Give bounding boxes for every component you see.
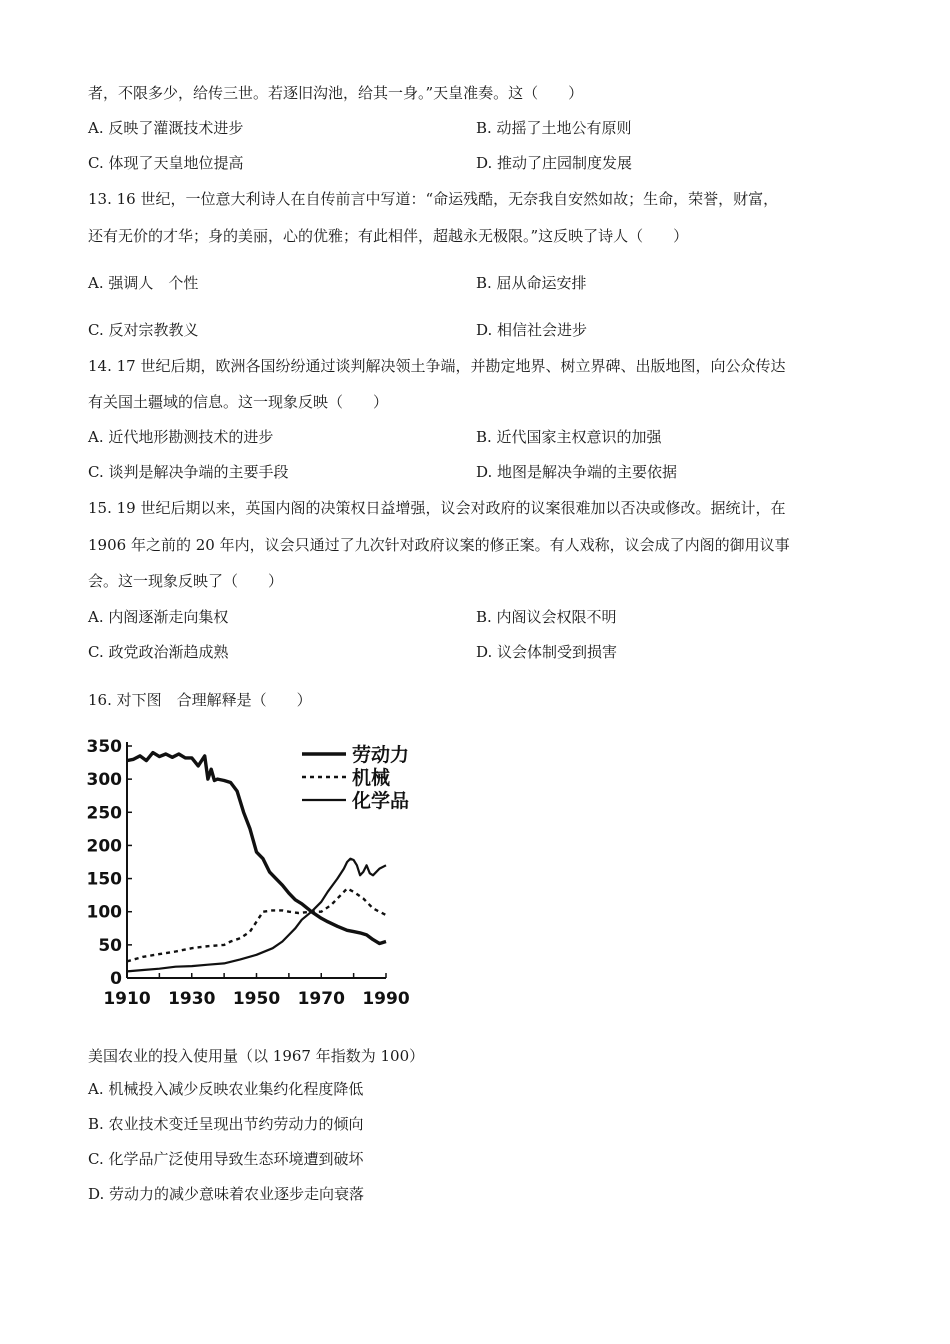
q15-option-d: D. 议会体制受到损害: [476, 643, 618, 661]
q16-stem: 16. 对下图 合理解释是（ ）: [88, 691, 312, 709]
legend-label-2: 机械: [352, 767, 391, 789]
y-tick-label: 0: [110, 969, 122, 989]
q14-option-b: B. 近代国家主权意识的加强: [476, 428, 662, 446]
series-line-2: [127, 889, 386, 962]
input-usage-chart: [84, 728, 424, 1018]
y-tick-label: 300: [86, 770, 122, 791]
q15-stem-line1: 15. 19 世纪后期以来，英国内阁的决策权日益增强，议会对政府的议案很难加以否决或修改。据统计，在: [88, 499, 786, 517]
q13-option-c: C. 反对宗教教义: [88, 321, 199, 339]
q14-stem-line1: 14. 17 世纪后期，欧洲各国纷纷通过谈判解决领土争端，并勘定地界、树立界碑、出版地图，向公众传达: [88, 357, 786, 375]
q14-option-d: D. 地图是解决争端的主要依据: [476, 463, 678, 481]
y-tick-label: 100: [86, 902, 122, 923]
q13-stem-line2: 还有无价的才华；身的美丽，心的优雅；有此相伴，超越永无极限。”这反映了诗人（ ）: [88, 227, 689, 245]
legend-label-3: 化学品: [352, 790, 410, 812]
q16-option-a: A. 机械投入减少反映农业集约化程度降低: [88, 1080, 364, 1098]
y-tick-label: 50: [98, 935, 122, 956]
y-tick-label: 200: [86, 836, 122, 857]
x-tick-label: 1990: [362, 989, 410, 1009]
q16-option-b: B. 农业技术变迁呈现出节约劳动力的倾向: [88, 1115, 364, 1133]
y-tick-label: 250: [86, 803, 122, 824]
q14-stem-line2: 有关国土疆域的信息。这一现象反映（ ）: [88, 393, 389, 411]
series-line-3: [127, 859, 386, 972]
series-line-1: [127, 753, 386, 944]
q13-option-a: A. 强调人 个性: [88, 274, 199, 292]
q14-option-a: A. 近代地形勘测技术的进步: [88, 428, 274, 446]
q15-stem-line3: 会。这一现象反映了（ ）: [88, 572, 284, 590]
q14-option-c: C. 谈判是解决争端的主要手段: [88, 463, 289, 481]
x-tick-label: 1970: [297, 989, 345, 1009]
chart-svg: [84, 728, 424, 1018]
y-tick-label: 150: [86, 869, 122, 890]
q13-option-d: D. 相信社会进步: [476, 321, 588, 339]
x-tick-label: 1910: [103, 989, 151, 1009]
q16-option-c: C. 化学品广泛使用导致生态环境遭到破坏: [88, 1150, 364, 1168]
q15-option-c: C. 政党政治渐趋成熟: [88, 643, 229, 661]
q15-option-b: B. 内阁议会权限不明: [476, 608, 617, 626]
q16-option-d: D. 劳动力的减少意味着农业逐步走向衰落: [88, 1185, 365, 1203]
legend-label-1: 劳动力: [352, 744, 410, 766]
q13-stem-line1: 13. 16 世纪，一位意大利诗人在自传前言中写道：“命运残酷，无奈我自安然如故；生命，荣誉，财富，: [88, 190, 779, 208]
x-tick-label: 1930: [168, 989, 216, 1009]
x-tick-label: 1950: [232, 989, 281, 1009]
q12-option-c: C. 体现了天皇地位提高: [88, 154, 244, 172]
q12-option-d: D. 推动了庄园制度发展: [476, 154, 633, 172]
q16-caption: 美国农业的投入使用量（以 1967 年指数为 100）: [88, 1047, 425, 1065]
y-tick-label: 350: [86, 737, 122, 757]
q15-option-a: A. 内阁逐渐走向集权: [88, 608, 229, 626]
q12-option-b: B. 动摇了土地公有原则: [476, 119, 632, 137]
q12-stem-tail: 者，不限多少，给传三世。若逐旧沟池，给其一身。”天皇准奏。这（ ）: [88, 84, 584, 102]
q12-option-a: A. 反映了灌溉技术进步: [88, 119, 244, 137]
q15-stem-line2: 1906 年之前的 20 年内，议会只通过了九次针对政府议案的修正案。有人戏称，议会成了内阁的御用议事: [88, 536, 790, 554]
q13-option-b: B. 屈从命运安排: [476, 274, 587, 292]
